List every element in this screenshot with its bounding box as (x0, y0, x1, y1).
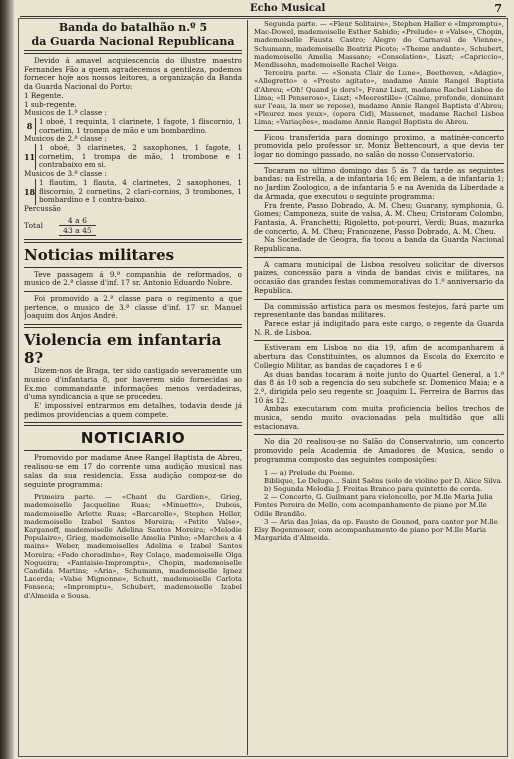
musicos-3-row (24, 179, 242, 205)
regente-line: 1 Regente. (24, 90, 64, 100)
musicos-1-row (24, 118, 242, 135)
composition-2: 2 — Concerto, G. Guilmant para violoncello, por M.lle Maria Julia Fontes Pereira de Mello, com acompanhamento de piano por M.lle Odile Brandão. (254, 493, 493, 518)
composition-1: 1 — a) Prelude du Poeme. (264, 468, 355, 477)
musicos-1-count: 8 (24, 118, 36, 135)
page-number: 7 (494, 2, 502, 15)
programme-part-1: Primeira parte. — «Chant du Gardien», Grieg, mademoiselle Jacqueline Ruas; «Minuetto», Dubois, mademoiselle Arlette Ruas; «Barcarolle», Stephen Heller, mademoiselle Izabel Santos Moreira; «Petite Valse», Karganoff, mademoiselle Adelina Santos Moreira; «Melodie Populaire», Grieg, mademoiselle Amelia Pinho; «Marches a 4 mains» Weber, mademoiselles Adelina e Izabel Santos Moreira; «Fado choradinho», Rey Colaço, mademoiselle Olga Nogueira; «Fantaisie-Impromptu», Chopin, mademoiselle Candida Martins; «Aria», Schumann, mademoiselle Ignez Lacerda; «Valse Mignonne», Schutt, mademoiselle Carlota Fonseca; «Impromptu», Schubert, mademoiselle Izabel d'Almeida e Sousa. (24, 493, 242, 600)
sociedade-geografia: Na Sociedade de Geogra, fia tocou a banda da Guarda Nacional Republicana. (254, 235, 504, 254)
noticiario-intro: Promovido por madame Anee Rangel Baptista de Abreu, realisou-se em 17 do corrente uma audição musical nas salas da sua residencia. Essa audição compoz-se do seguinte programma: (24, 453, 242, 489)
musicos-2-count: 11 (24, 144, 36, 170)
composition-3: 3 — Aria das Joias, da op. Fausto de Gounod, para cantor por M.lle Elsy Bogenmoser, com acompanhamento de piano por M.lle Maria Margarida d'Almeida. (254, 517, 498, 543)
violencia-body-2: E' impossivel entrarmos em detalhes, todavia desde já pedimos providencias a quem compete. (24, 400, 242, 419)
violencia-title: Violencia em infantaria 8? (24, 331, 222, 368)
percussao-line: Percussão (24, 203, 61, 213)
total-label: Total (24, 221, 44, 231)
camara-municipal: A camara municipal de Lisboa resolveu solicitar de diversos paizes, concessão para a vinda de bandas civis e militares, na occasião das grandes festas commemorativas do 1.º anniversario da Republica. (254, 259, 504, 295)
total-denominator: 43 a 45 (59, 226, 96, 236)
column-divider (247, 20, 248, 755)
conservatorio-concert: No dia 20 realisou-se no Salão do Conservatorio, um concerto promovido pela Academia de Amadores de Musica, sendo o programma composto das seguintes composições: (254, 437, 504, 464)
divider-rule (24, 239, 242, 243)
programme-part-3: Terceira parte. — «Sonata Clair de Lune», Beethoven, «Adagio», «Allegretto» e «Presto agitato», madame Annie Rangel Baptista d'Abreu; «Oh! Quand je dors!», Franz Liszt, madame Rachel Lisboa de Lima; «Il Penseroso», Liszt; «Meerestille» (Calme, profonde, dominant sur l'eau, la mer se repose), madame Annie Rangel Baptista d'Abreu; «Pleurez mes yeux», (opera Cid), Massenet, madame Rachel Lisboa Lima; «Variações», madame Annie Rangel Baptista de Abreu. (254, 69, 504, 127)
divider-rule (254, 340, 504, 341)
right-column (254, 20, 504, 755)
divider-rule (24, 450, 242, 451)
musicos-2-row (24, 144, 242, 170)
divider-rule (24, 50, 242, 54)
noticias-p1: Teve passagem á 9.ª companhia de reformados, o musico de 2.ª classe d'inf. 17 sr. Antonio Eduardo Nobre. (24, 269, 242, 288)
matinee-concert-notice: Ficou transferida para domingo proximo, a matinée-concerto promovida pelo professor sr. Moniz Bettencourt, a que devia ter logar no domingo passado, no salão do nosso Conservatorio. (254, 132, 504, 160)
divider-rule (24, 324, 242, 328)
header-title: Echo Musical (250, 3, 326, 14)
divider-rule (254, 257, 504, 258)
musicos-3-count: 18 (24, 179, 36, 205)
divider-rule (254, 130, 504, 131)
total-row (24, 216, 242, 236)
banda-intro: Devido á amavel acquiescencia do illustre maestro Fernandes Fão a quem agradecemos a gentileza, podemos fornecer hoje aos nossos leitores, a organização da Banda da Guarda Nacional do Porto: (24, 56, 242, 92)
divider-rule (254, 434, 504, 435)
musicos-3-title: Musicos de 3.ª classe : (24, 169, 107, 179)
page-header (20, 2, 506, 17)
noticiario-title: NOTICIARIO (80, 429, 186, 448)
divider-rule (254, 163, 504, 164)
composition-1b: Biblique, Le Deluge... Saint Saëns (solo de violino por D. Alice Silva. (264, 476, 503, 485)
total-fraction (59, 216, 96, 236)
divider-rule (24, 267, 242, 268)
left-column (24, 20, 242, 755)
constituintes-notice: Estiveram em Lisboa no dia 19, afim de acompanharem á abertura das Constituintes, os alumnos da Escola do Exercito e Collegio Militar, as bandas de caçadores 1 e 6 (254, 343, 504, 370)
armada-programme: Fra frente, Passo Dobrado, A. M. Cheu; Guarany, symphonia, G. Gomes; Camponeza, suite de valsa, A. M. Cheu; Cristoram Colombo, Fantasia, A. Franchetti; Rigoletto, pot-pourri, Verdi; Buas, mazurka de concerto, A. M. Cheu; Francozene, Passo Dobrado, A. M. Cheu. (254, 200, 504, 236)
violencia-body: Dizem-nos de Braga, ter sido castigado severamente um musico d'infantaria 8, por haverem sido fornecidas ao Ex.mo commandante informações menos verdadeiras, d'uma syndicancia a que se procedeu. (24, 366, 242, 402)
total-numerator: 4 a 6 (59, 216, 96, 226)
divider-rule (24, 422, 242, 426)
book-binding (0, 0, 14, 759)
divider-rule (254, 299, 504, 300)
noticias-militares-title: Noticias militares (24, 245, 175, 264)
musicos-1-body: 1 oboé, 1 requinta, 1 clarinete, 1 fagote, 1 fliscornio, 1 cornetim, 1 trompa de mão e um bombardino. (39, 116, 242, 135)
banda-title-2: da Guarda Nacional Republicana (31, 34, 235, 48)
noticias-p2: Foi promovido a 2.ª classe para o regimento a que pertence, o musico de 3.ª classe d'inf. 17 sr. Manuel Joaquim dos Anjos André. (24, 294, 242, 321)
sub-regente-line: 1 sub-regente. (24, 99, 77, 109)
bandas-domingo: Tocaram no ultimo domingo das 5 ás 7 da tarde as seguintes bandas: na Estrella, a de infantaria 16; em Belem, a de infantaria 1; no Jardim Zoologico, a de infantaria 5 e na Avenida da Liberdade a da Armada, que executou o seguinte programma: (254, 165, 504, 201)
ambas-executaram: Ambas executaram com muita proficiencia bellos trechos de musica, sendo muito ovacionadas pela multidão que alli estacionava. (254, 404, 504, 431)
commissao-artistica: Da commissão artistica para os mesmos festejos, fará parte um representante das bandas militares. (254, 301, 504, 320)
divider-rule (24, 291, 242, 292)
musicos-3-body: 1 flautim, 1 flauta, 4 clarinetes, 2 saxophones, 1 fliscornio, 2 cornetins, 2 clari-cornios, 3 trombones, 1 bombardino e 1 contra-baixo. (39, 177, 242, 205)
composition-1c: b) Segunda Melodia J. Freitas Branco para quintetto de corda. (264, 484, 483, 493)
musicos-2-title: Musicos de 2.ª classe : (24, 134, 107, 144)
musicos-1-title: Musicos de 1.ª classe : (24, 108, 107, 118)
regente-indigitado: Parece estar já indigitado para este cargo, o regente da Guarda N. R. de Lisboa. (254, 319, 504, 337)
quartel-general-notice: As duas bandas tocaram á noite junto do Quartel General, a 1.ª das 8 ás 10 sob a regencia do seu subchefe sr. Domenico Maia; e a 2.ª, dirigida pelo seu regente sr. Joaquim L. Ferreira de Barros das 10 ás 12. (254, 369, 504, 405)
programme-part-2: Segunda parte. — «Fleur Solitaire», Stephen Haller e «Impromptu», Mac-Dowel, mademoiselle Esther Sabido; «Prelude» e «Valse», Chopin, mademoiselle Fausta Castro; Alegro do Carnaval de Vienne», Schumann, mademoiselle Beatriz Picoto; «Theme andante», Schubert, mademoiselle Amelia Massano; «Consolation», Liszt; «Capriccio», Mendlssohn, mademoiselle Rachel Veiga. (254, 20, 504, 70)
banda-title-1: Banda do batalhão n.º 5 (58, 21, 208, 34)
musicos-2-body: 1 oboé, 3 clarinetes, 2 saxophones, 1 fagote, 1 cornetim, 1 trompa de mão, 1 trombone e 1 contrabaixo em si. (39, 143, 242, 170)
